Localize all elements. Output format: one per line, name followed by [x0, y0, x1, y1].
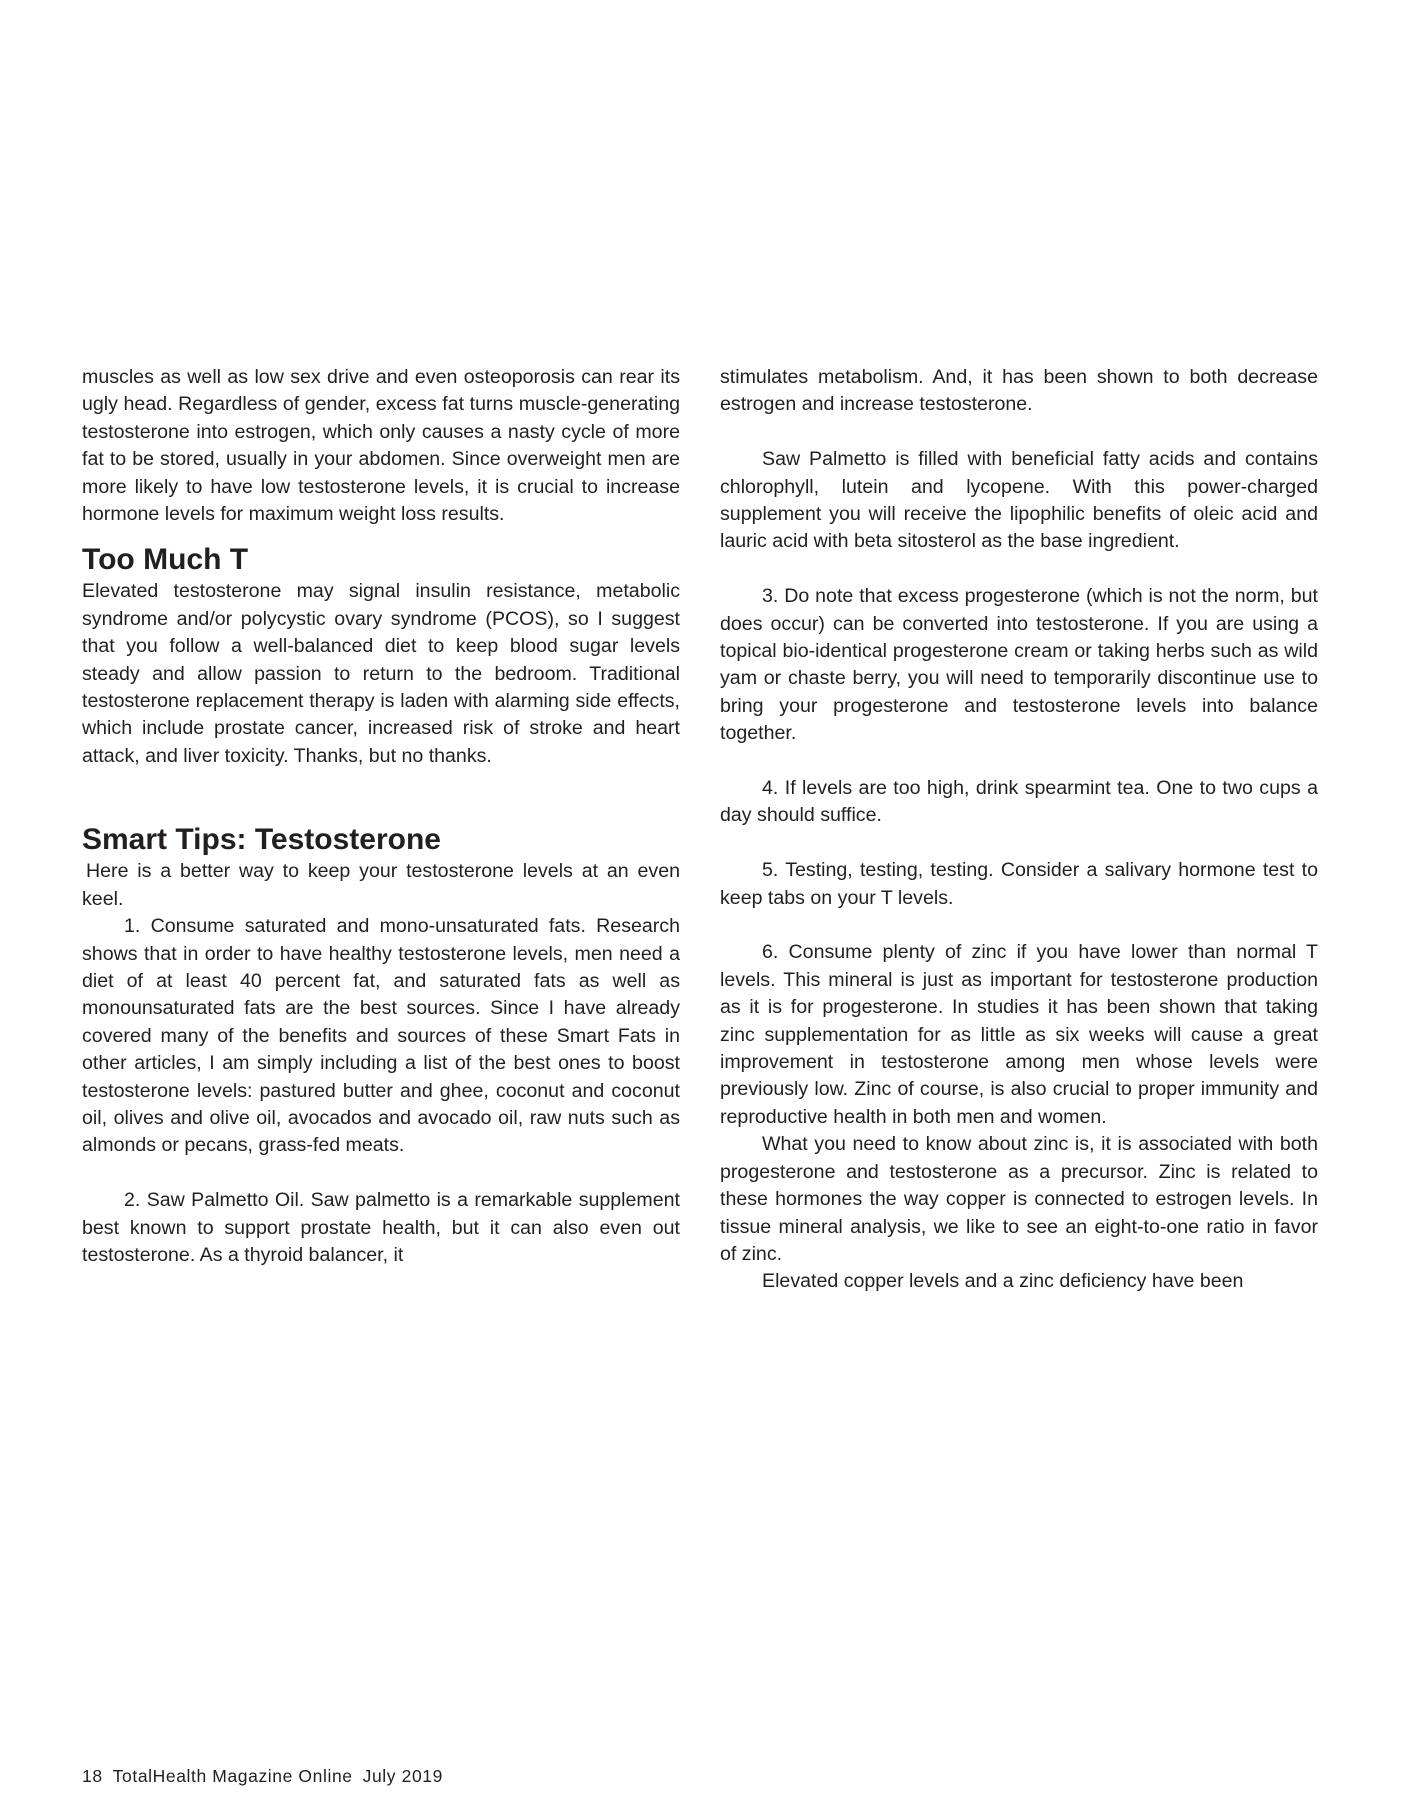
tip-4: 4. If levels are too high, drink spearmint tea. One to two cups a day should suffice.	[720, 777, 1318, 827]
tip-5: 5. Testing, testing, testing. Consider a salivary hormone test to keep tabs on your T levels.	[720, 859, 1318, 909]
issue-date: July 2019	[362, 1766, 443, 1786]
paragraph: Saw Palmetto is filled with beneficial fatty acids and contains chlorophyll, lutein and lycopene. With this power-charged supplement you will receive the lipophilic benefits of oleic acid and lauric acid with beta sitosterol as the base ingredient.	[720, 448, 1318, 553]
page-footer	[82, 1766, 453, 1787]
tip-1: 1. Consume saturated and mono-unsaturated fats. Research shows that in order to have healthy testosterone levels, men need a diet of at least 40 percent fat, and saturated fats as well as monounsaturated fats are the best sources. Since I have already covered many of the benefits and sources of these Smart Fats in other articles, I am simply including a list of the best ones to boost testosterone levels: pastured butter and ghee, coconut and coconut oil, olives and olive oil, avocados and avocado oil, raw nuts such as almonds or pecans, grass-fed meats.	[82, 915, 680, 1157]
tip-2: 2. Saw Palmetto Oil. Saw palmetto is a remarkable supplement best known to support prostate health, but it can also even out testosterone. As a thyroid balancer, it	[82, 1189, 680, 1266]
right-column	[720, 364, 1318, 1296]
paragraph: What you need to know about zinc is, it is associated with both progesterone and testosterone as a precursor. Zinc is related to these hormones the way copper is connected to estrogen levels. In tissue mineral analysis, we like to see an eight-to-one ratio in favor of zinc.	[720, 1133, 1318, 1265]
paragraph: stimulates metabolism. And, it has been shown to both decrease estrogen and increase testosterone.	[720, 366, 1318, 416]
paragraph: muscles as well as low sex drive and even osteoporosis can rear its ugly head. Regardless of gender, excess fat turns muscle-generating testosterone into estrogen, which only causes a nasty cycle of more fat to be stored, usually in your abdomen. Since overweight men are more likely to have low testosterone levels, it is crucial to increase hormone levels for maximum weight loss results.	[82, 366, 680, 526]
section-heading-smart-tips: Smart Tips: Testosterone	[82, 823, 441, 857]
section-heading-too-much-t: Too Much T	[82, 543, 249, 577]
publication-name: TotalHealth Magazine Online	[112, 1766, 353, 1786]
page-number: 18	[82, 1766, 103, 1786]
paragraph: Elevated testosterone may signal insulin resistance, metabolic syndrome and/or polycystic ovary syndrome (PCOS), so I suggest that you follow a well-balanced diet to keep blood sugar levels steady and allow passion to return to the bedroom. Traditional testosterone replacement therapy is laden with alarming side effects, which include prostate cancer, increased risk of stroke and heart attack, and liver toxicity. Thanks, but no thanks.	[82, 580, 680, 767]
paragraph: Elevated copper levels and a zinc deficiency have been	[762, 1270, 1244, 1293]
left-column	[82, 364, 680, 1269]
tip-6: 6. Consume plenty of zinc if you have lower than normal T levels. This mineral is just as important for testosterone production as it is for progesterone. In studies it has been shown that taking zinc supplementation for as little as six weeks will cause a great improvement in testosterone among men whose levels were previously low. Zinc of course, is also crucial to proper immunity and reproductive health in both men and women.	[720, 941, 1318, 1128]
paragraph: Here is a better way to keep your testosterone levels at an even keel.	[82, 860, 680, 910]
tip-3: 3. Do note that excess progesterone (which is not the norm, but does occur) can be converted into testosterone. If you are using a topical bio-identical progesterone cream or taking herbs such as wild yam or chaste berry, you will need to temporarily discontinue use to bring your progesterone and testosterone levels into balance together.	[720, 585, 1318, 745]
